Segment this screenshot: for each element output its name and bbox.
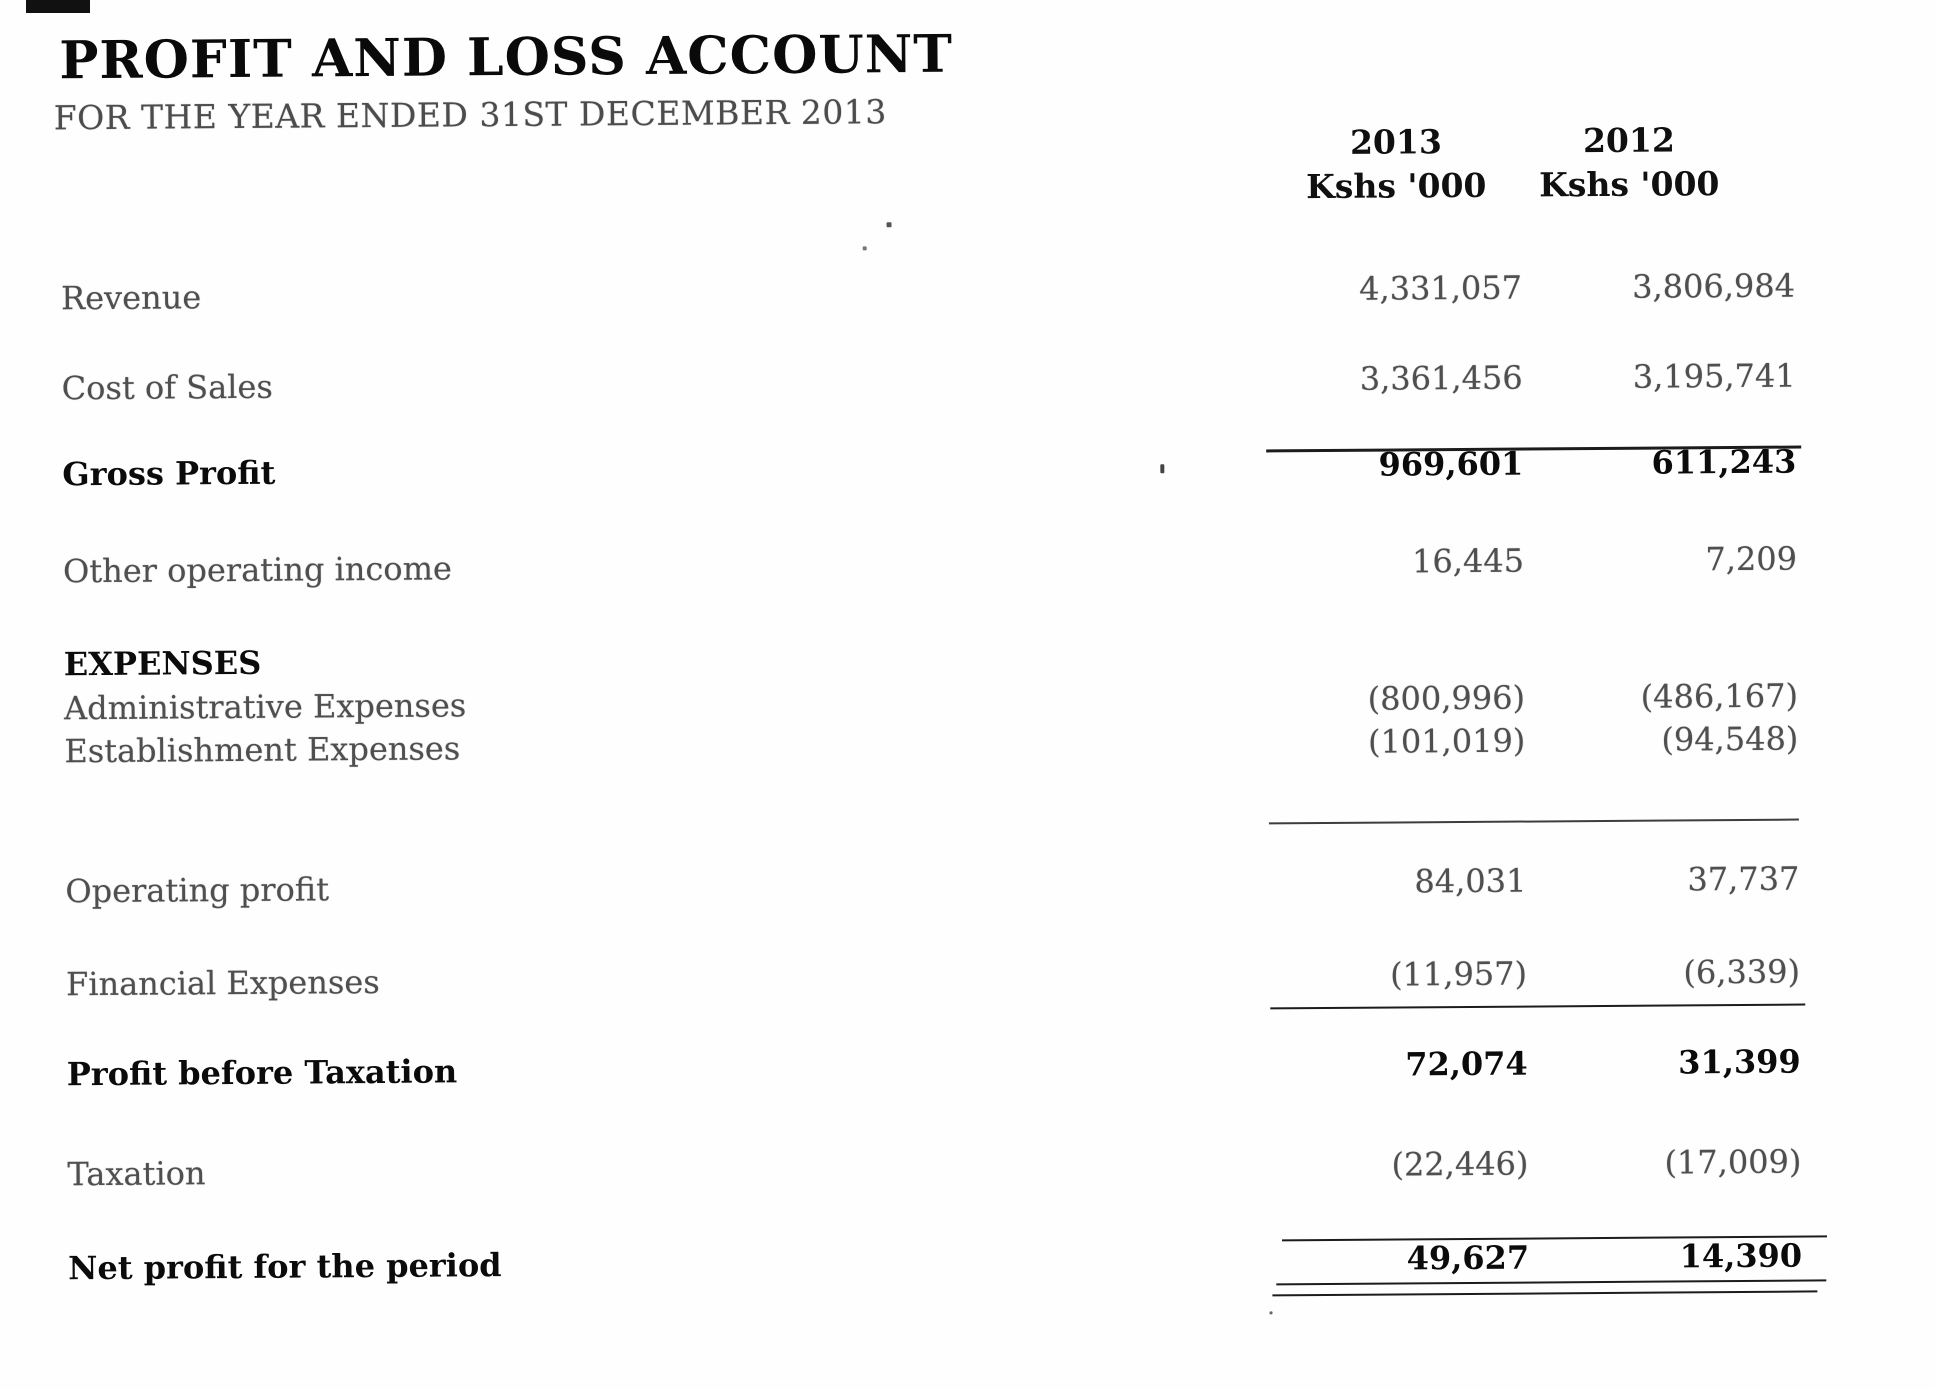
column-header-2012-year: 2012 [1582,120,1676,161]
scan-speck [1160,464,1164,473]
row-operating-profit-2012-value: 37,737 [1687,859,1800,899]
row-revenue-2013-value: 4,331,057 [1359,268,1523,308]
column-header-2012-unit: Kshs '000 [1538,164,1720,205]
row-operating-profit-label: Operating profit [65,870,330,911]
double-rule-bottom [1272,1290,1817,1296]
row-financial-expenses-2012-value: (6,339) [1683,952,1801,992]
row-profit-before-taxation [3,1042,1935,1098]
row-other-operating-income-2013-value: 16,445 [1411,541,1525,581]
row-cost-of-sales [0,356,1933,412]
row-net-profit [4,1236,1935,1292]
row-taxation-2012-value: (17,009) [1664,1142,1802,1182]
row-establishment-expenses-2012-value: (94,548) [1661,719,1799,759]
scan-speck [863,246,867,250]
section-heading-expenses-label: EXPENSES [63,643,262,684]
row-profit-before-taxation-2012-value: 31,399 [1678,1042,1801,1082]
row-cost-of-sales-2013-value: 3,361,456 [1359,358,1523,398]
row-cost-of-sales-2012-value: 3,195,741 [1632,356,1796,396]
scan-speck [1270,1311,1273,1314]
row-taxation [3,1142,1935,1198]
row-establishment-expenses-label: Establishment Expenses [64,729,461,771]
row-other-operating-income [0,539,1934,595]
row-net-profit-2013-value: 49,627 [1406,1238,1530,1278]
row-taxation-2013-value: (22,446) [1391,1144,1529,1184]
row-gross-profit-2012-value: 611,243 [1651,442,1797,482]
row-gross-profit [0,442,1933,498]
rule-below-expenses [1269,819,1799,825]
statement-period: FOR THE YEAR ENDED 31ST DECEMBER 2013 [53,92,887,138]
row-other-operating-income-label: Other operating income [62,549,453,591]
row-taxation-label: Taxation [67,1154,206,1194]
row-operating-profit-2013-value: 84,031 [1414,861,1527,901]
statement-title: PROFIT AND LOSS ACCOUNT [59,23,954,92]
row-revenue-label: Revenue [60,278,202,318]
row-gross-profit-label: Gross Profit [62,453,276,494]
row-profit-before-taxation-2013-value: 72,074 [1405,1044,1528,1084]
row-financial-expenses-label: Financial Expenses [65,962,380,1004]
row-financial-expenses [2,952,1935,1008]
row-operating-profit [1,859,1935,915]
row-administrative-expenses-2012-value: (486,167) [1640,676,1799,716]
row-revenue [0,266,1932,322]
row-administrative-expenses-2013-value: (800,996) [1367,678,1526,718]
column-header-2013-unit: Kshs '000 [1305,165,1487,207]
rule-above-profit-before-tax [1270,1004,1805,1010]
row-administrative-expenses-label: Administrative Expenses [63,686,467,728]
row-profit-before-taxation-label: Profit before Taxation [66,1052,458,1094]
row-net-profit-label: Net profit for the period [68,1246,502,1288]
row-cost-of-sales-label: Cost of Sales [61,367,273,408]
row-establishment-expenses-2013-value: (101,019) [1367,721,1526,761]
row-financial-expenses-2013-value: (11,957) [1389,954,1528,994]
row-other-operating-income-2012-value: 7,209 [1705,539,1798,579]
scan-speck [887,222,892,227]
column-header-2013-year: 2013 [1349,122,1443,162]
row-revenue-2012-value: 3,806,984 [1632,266,1796,306]
row-net-profit-2012-value: 14,390 [1679,1236,1803,1276]
row-gross-profit-2013-value: 969,601 [1378,444,1524,484]
